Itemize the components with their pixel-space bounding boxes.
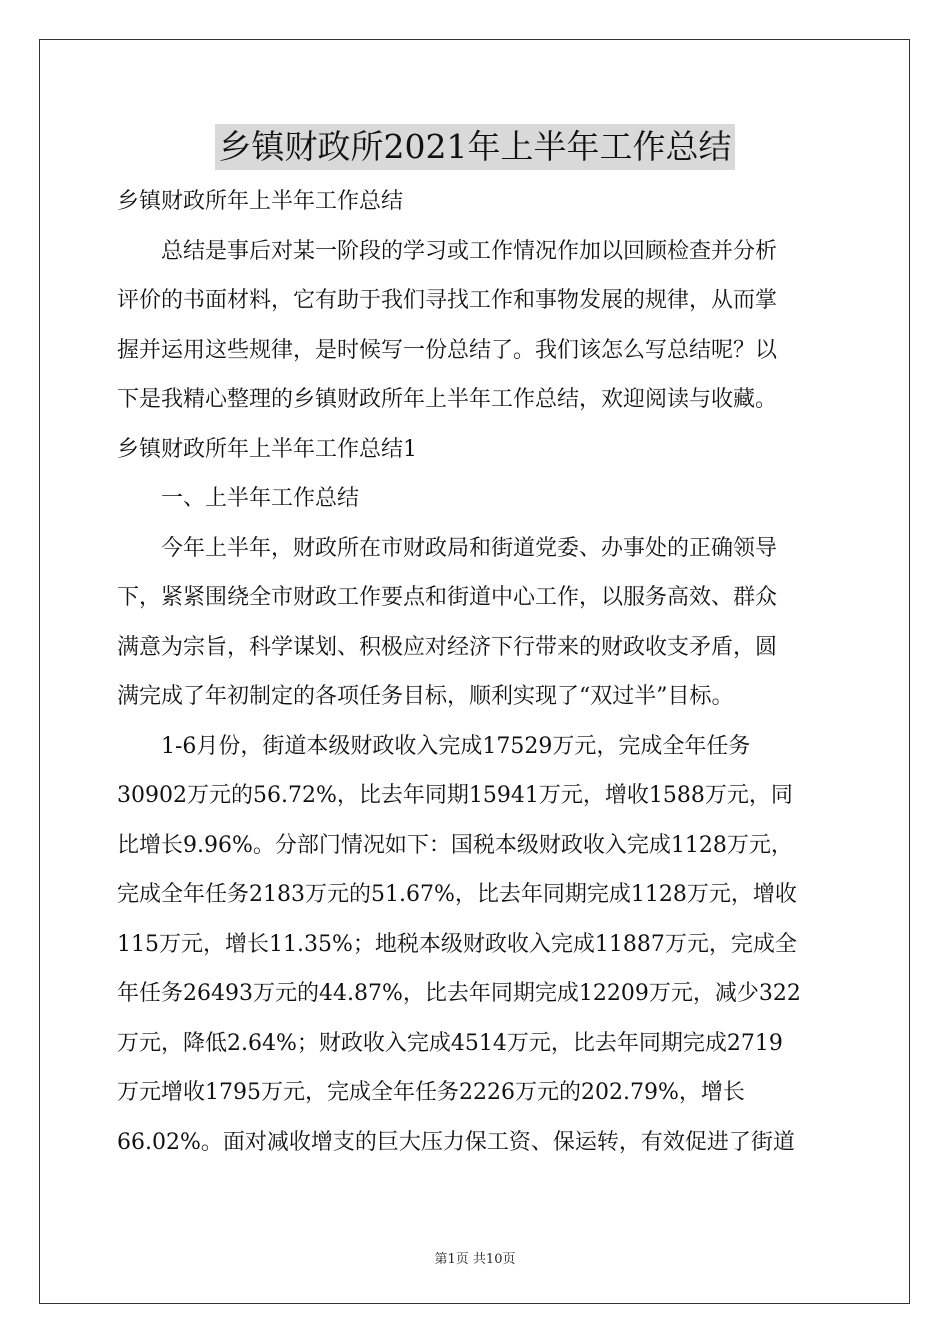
text-line: 万元增收1795万元，完成全年任务2226万元的202.79%，增长 [117,1080,745,1105]
text-line: 一、上半年工作总结 [161,486,360,511]
text-line: 今年上半年，财政所在市财政局和街道党委、办事处的正确领导 [161,535,778,561]
text-line: 乡镇财政所年上半年工作总结 [117,189,404,214]
text-line: 下是我精心整理的乡镇财政所年上半年工作总结，欢迎阅读与收藏。 [117,387,778,412]
title-container [0,124,950,170]
document-title: 乡镇财政所2021年上半年工作总结 [215,124,736,170]
text-line: 满完成了年初制定的各项任务目标，顺利实现了“双过半”目标。 [117,684,734,709]
text-line: 115万元，增长11.35%；地税本级财政收入完成11887万元，完成全 [117,931,797,957]
text-line: 66.02%。面对减收增支的巨大压力保工资、保运转，有效促进了街道 [117,1129,795,1155]
text-line: 乡镇财政所年上半年工作总结1 [117,436,417,462]
text-line: 30902万元的56.72%，比去年同期15941万元，增收1588万元，同 [117,783,793,808]
text-line: 年任务26493万元的44.87%，比去年同期完成12209万元，减少322 [117,981,801,1006]
text-line: 万元，降低2.64%；财政收入完成4514万元，比去年同期完成2719 [117,1030,783,1056]
text-line: 完成全年任务2183万元的51.67%，比去年同期完成1128万元，增收 [117,882,797,907]
text-line: 下，紧紧围绕全市财政工作要点和街道中心工作，以服务高效、群众 [117,585,778,610]
text-line: 1-6月份，街道本级财政收入完成17529万元，完成全年任务 [161,733,751,759]
page-footer: 第1页 共10页 [434,1252,516,1267]
text-line: 握并运用这些规律，是时候写一份总结了。我们该怎么写总结呢？以 [117,337,778,363]
text-line: 评价的书面材料，它有助于我们寻找工作和事物发展的规律，从而掌 [117,288,778,313]
document-body [117,177,837,1167]
text-line: 总结是事后对某一阶段的学习或工作情况作加以回顾检查并分析 [161,238,778,264]
text-line: 满意为宗旨，科学谋划、积极应对经济下行带来的财政收支矛盾，圆 [117,634,778,660]
text-line: 比增长9.96%。分部门情况如下：国税本级财政收入完成1128万元， [117,832,793,858]
